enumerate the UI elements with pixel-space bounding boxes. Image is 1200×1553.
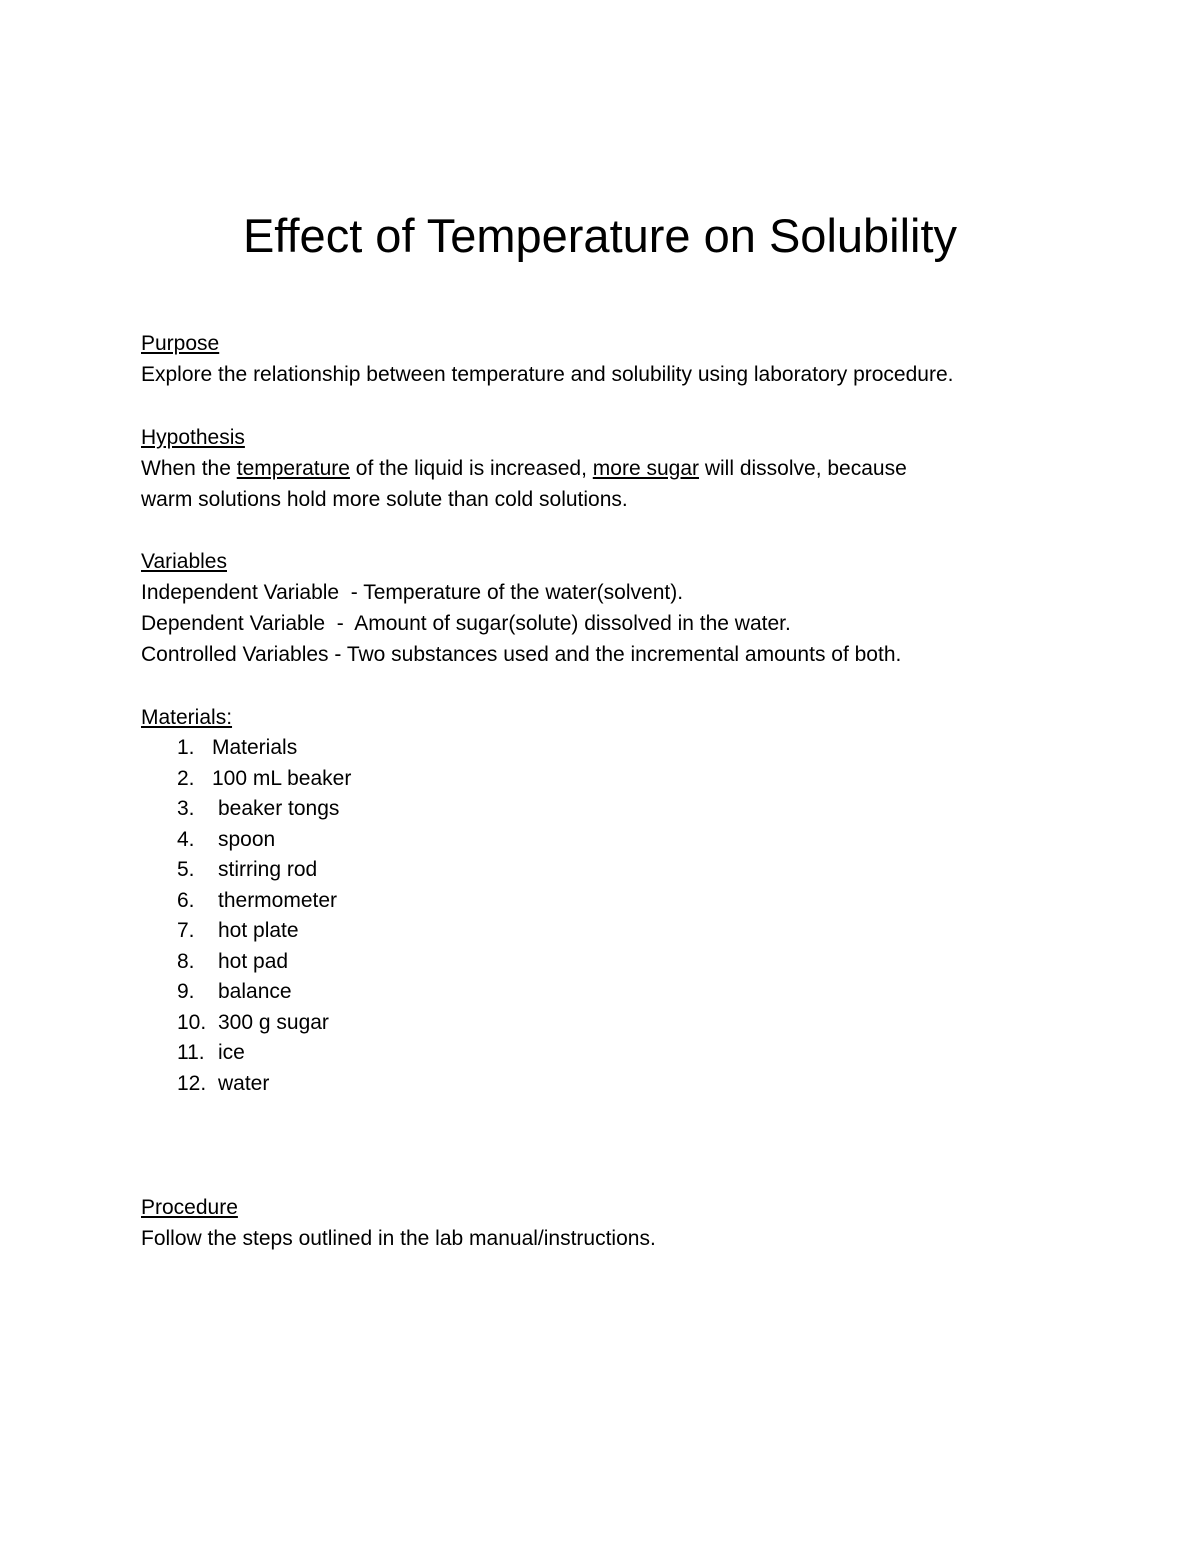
procedure-heading: Procedure [141, 1196, 238, 1219]
list-item-text: hot pad [218, 949, 289, 973]
list-item-text: spoon [218, 827, 276, 851]
list-item-number: 8. [177, 949, 195, 973]
hypothesis-text-c: will dissolve, because [699, 457, 907, 480]
list-item-number: 4. [177, 827, 195, 851]
hypothesis-line-2: warm solutions hold more solute than cold solutions. [141, 488, 628, 511]
list-item-text: Materials [212, 736, 298, 759]
document-title: Effect of Temperature on Solubility [242, 209, 958, 262]
hypothesis-underline-more-sugar: more sugar [592, 457, 699, 480]
list-item-text: 100 mL beaker [212, 766, 352, 790]
list-item-number: 6. [177, 888, 195, 912]
list-item-number: 2. [177, 766, 195, 790]
list-item-number: 3. [177, 797, 195, 820]
list-item-number: 12. [177, 1071, 207, 1095]
procedure-text: Follow the steps outlined in the lab manual/instructions. [141, 1227, 656, 1250]
hypothesis-line-1 [141, 453, 907, 484]
list-item-text: stirring rod [218, 858, 318, 881]
list-item-text: water [218, 1071, 270, 1095]
controlled-variables: Controlled Variables - Two substances used and the incremental amounts of both. [141, 643, 902, 666]
hypothesis-heading: Hypothesis [141, 426, 245, 449]
list-item-text: hot plate [218, 919, 299, 942]
independent-variable: Independent Variable - Temperature of the water(solvent). [141, 581, 684, 604]
list-item-text: thermometer [218, 888, 338, 912]
variables-section [141, 546, 901, 670]
hypothesis-underline-temperature: temperature [236, 457, 350, 480]
materials-heading: Materials: [141, 706, 233, 729]
list-item-number: 11. [177, 1041, 205, 1064]
procedure-section [141, 1192, 656, 1254]
list-item-number: 7. [177, 919, 195, 942]
materials-heading-wrap [141, 702, 232, 733]
list-item-number: 5. [177, 858, 195, 881]
list-item-number: 9. [177, 980, 195, 1003]
purpose-heading: Purpose [141, 332, 220, 355]
hypothesis-text-a: When the [141, 457, 237, 480]
dependent-variable: Dependent Variable - Amount of sugar(solute) dissolved in the water. [141, 612, 791, 635]
list-item-text: beaker tongs [218, 797, 340, 820]
hypothesis-text-b: of the liquid is increased, [349, 457, 593, 480]
list-item-text: ice [218, 1041, 245, 1064]
variables-heading: Variables [141, 550, 227, 573]
list-item-text: balance [218, 980, 292, 1003]
list-item-number: 1. [177, 736, 195, 759]
list-item-number: 10. [177, 1010, 207, 1034]
purpose-section [141, 328, 953, 390]
hypothesis-section [141, 422, 907, 515]
purpose-text: Explore the relationship between temperature and solubility using laboratory procedure. [141, 363, 954, 386]
list-item-text: 300 g sugar [218, 1010, 329, 1034]
